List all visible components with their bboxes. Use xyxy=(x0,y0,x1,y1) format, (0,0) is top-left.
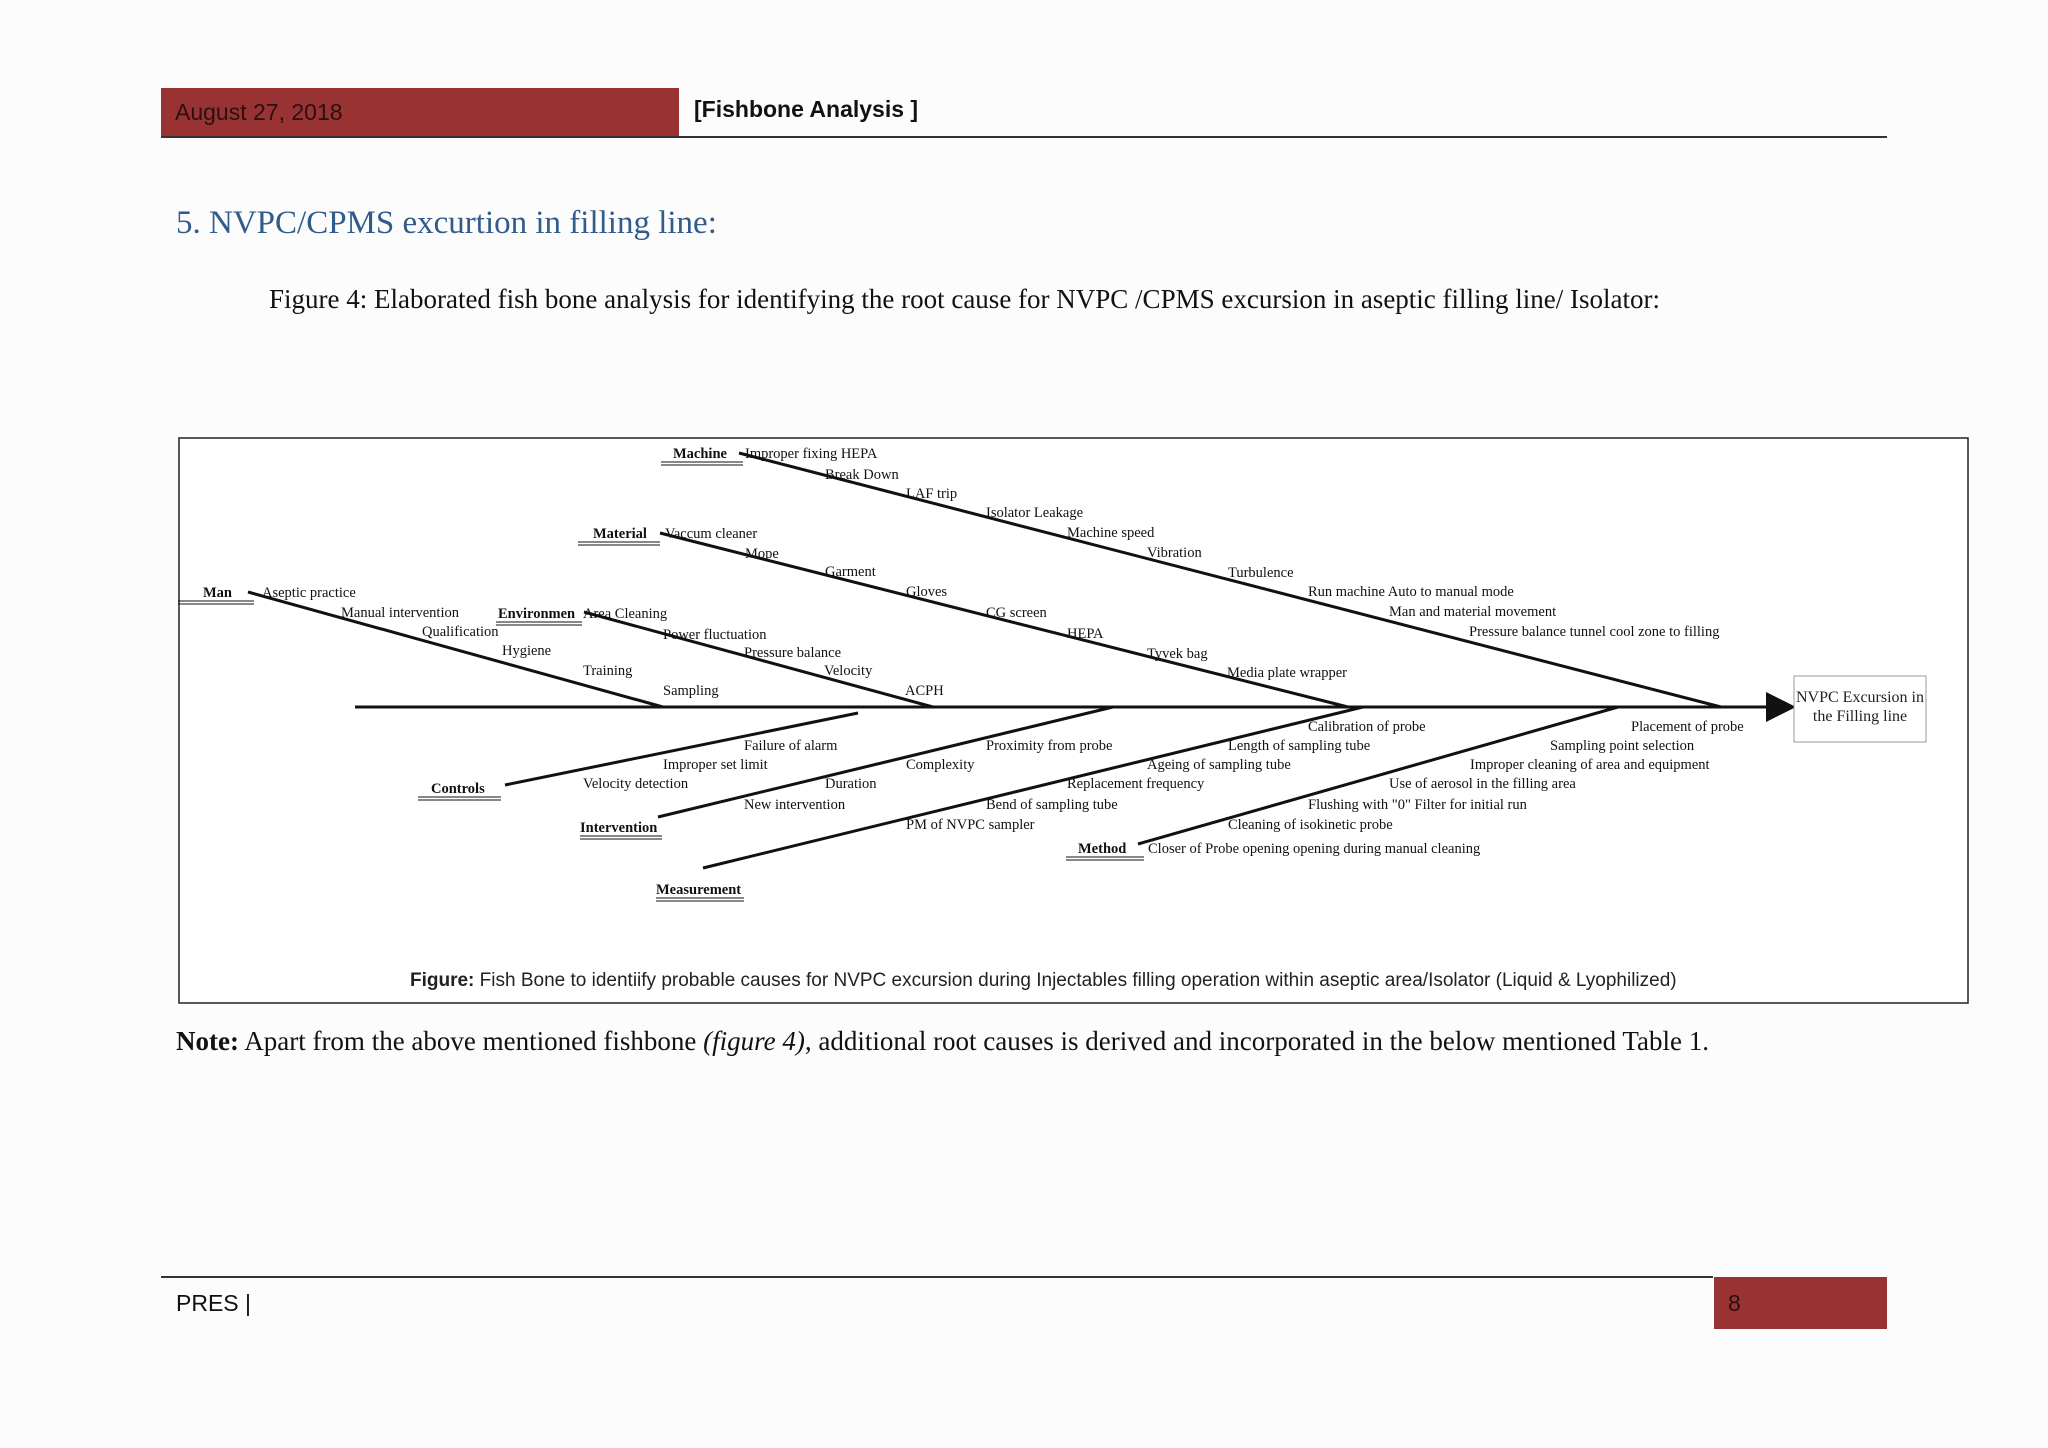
cause-material-4: Gloves xyxy=(906,584,948,600)
note-label: Note: xyxy=(176,1026,239,1056)
note xyxy=(176,1026,1709,1057)
cause-machine-4: Isolator Leakage xyxy=(986,505,1084,521)
cause-environment-3: Pressure balance xyxy=(744,645,842,661)
cause-intervention-3: Complexity xyxy=(906,757,975,773)
svg-text:Method: Method xyxy=(1078,841,1127,857)
cause-material-1: Vaccum cleaner xyxy=(665,526,758,542)
figure-caption: Figure 4: Elaborated fish bone analysis for identifying the root cause for NVPC /CPMS excursion in aseptic filling line/ Isolator: xyxy=(269,284,1661,314)
svg-text:Controls: Controls xyxy=(431,781,485,797)
cause-method-5: Flushing with "0" Filter for initial run xyxy=(1308,797,1527,813)
cause-environment-1: Area Cleaning xyxy=(583,606,668,622)
effect-label-1: NVPC Excursion in xyxy=(1796,689,1924,706)
cause-material-7: Tyvek bag xyxy=(1147,646,1208,662)
cause-machine-6: Vibration xyxy=(1147,545,1202,561)
effect-label-2: the Filling line xyxy=(1812,708,1908,725)
cause-man-5: Training xyxy=(583,663,633,679)
cause-measurement-1: Proximity from probe xyxy=(986,738,1113,754)
cause-controls-3: Velocity detection xyxy=(583,776,689,792)
cause-material-5: CG screen xyxy=(986,605,1047,621)
cause-controls-1: Failure of alarm xyxy=(744,738,838,754)
cause-man-1: Aseptic practice xyxy=(262,585,356,601)
svg-text:Material: Material xyxy=(593,526,647,542)
cause-machine-7: Turbulence xyxy=(1228,565,1294,581)
cause-machine-10: Pressure balance tunnel cool zone to filling xyxy=(1469,624,1720,640)
cause-man-6: Sampling xyxy=(663,683,719,699)
svg-text:Measurement: Measurement xyxy=(656,882,742,898)
fishbone-diagram xyxy=(178,437,1969,1004)
cause-material-3: Garment xyxy=(825,564,876,580)
cause-method-1: Placement of probe xyxy=(1631,719,1744,735)
header-rule xyxy=(161,136,1887,138)
cause-machine-5: Machine speed xyxy=(1067,525,1155,541)
cause-method-7: Closer of Probe opening opening during manual cleaning xyxy=(1148,841,1481,857)
footer-rule xyxy=(161,1276,1713,1278)
cause-environment-4: Velocity xyxy=(824,663,873,679)
cause-measurement-7: Ageing of sampling tube xyxy=(1147,757,1291,773)
header-title: [Fishbone Analysis ] xyxy=(694,96,919,122)
category-environment xyxy=(496,606,582,625)
cause-measurement-6: Length of sampling tube xyxy=(1228,738,1371,754)
cause-measurement-3: Bend of sampling tube xyxy=(986,797,1118,813)
diagram-caption: Figure: Fish Bone to identiify probable causes for NVPC excursion during Injectables filling operation within aseptic area/Isolator (Liquid & Lyophilized) xyxy=(410,970,1677,991)
cause-measurement-2: Replacement frequency xyxy=(1067,776,1205,792)
svg-text:Man: Man xyxy=(203,585,232,601)
page-number: 8 xyxy=(1714,1277,1887,1329)
cause-machine-9: Man and material movement xyxy=(1389,604,1557,620)
cause-material-8: Media plate wrapper xyxy=(1227,665,1347,681)
note-text-2: additional root causes is derived and incorporated in the below mentioned Table 1. xyxy=(811,1026,1709,1056)
category-intervention xyxy=(580,820,662,839)
cause-method-2: Sampling point selection xyxy=(1550,738,1695,754)
cause-man-4: Hygiene xyxy=(502,643,552,659)
cause-machine-2: Break Down xyxy=(825,467,899,483)
cause-man-3: Qualification xyxy=(422,624,499,640)
cause-material-2: Mope xyxy=(745,546,779,562)
cause-intervention-2: New intervention xyxy=(744,797,846,813)
svg-text:Machine: Machine xyxy=(673,446,727,462)
cause-environment-5: ACPH xyxy=(905,683,944,699)
note-figure-ref: (figure 4), xyxy=(703,1026,812,1056)
cause-environment-2: Power fluctuation xyxy=(663,627,767,643)
header-date: August 27, 2018 xyxy=(161,88,679,136)
cause-method-4: Use of aerosol in the filling area xyxy=(1389,776,1576,792)
category-measurement xyxy=(656,882,744,901)
cause-material-6: HEPA xyxy=(1067,626,1104,642)
cause-measurement-5: Calibration of probe xyxy=(1308,719,1426,735)
cause-measurement-4: PM of NVPC sampler xyxy=(906,817,1035,833)
note-text-1: Apart from the above mentioned fishbone xyxy=(238,1026,704,1056)
cause-machine-1: Improper fixing HEPA xyxy=(745,446,878,462)
cause-man-2: Manual intervention xyxy=(341,605,459,621)
cause-machine-3: LAF trip xyxy=(906,486,958,502)
cause-intervention-1: Duration xyxy=(825,776,877,792)
footer-label: PRES | xyxy=(176,1290,251,1316)
svg-text:Intervention: Intervention xyxy=(580,820,658,836)
svg-text:Environmen: Environmen xyxy=(498,606,576,622)
section-title: 5. NVPC/CPMS excurtion in filling line: xyxy=(176,205,717,241)
cause-method-3: Improper cleaning of area and equipment xyxy=(1470,757,1710,773)
cause-method-6: Cleaning of isokinetic probe xyxy=(1228,817,1393,833)
cause-controls-2: Improper set limit xyxy=(663,757,768,773)
cause-machine-8: Run machine Auto to manual mode xyxy=(1308,584,1514,600)
